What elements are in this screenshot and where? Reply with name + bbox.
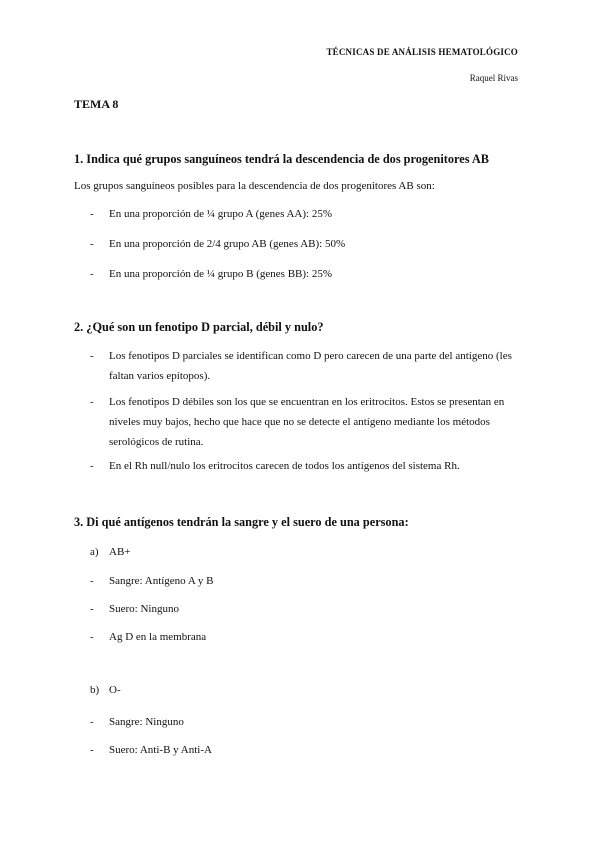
header-course-title: TÉCNICAS DE ANÁLISIS HEMATOLÓGICO [326, 47, 518, 57]
bullet-dash: - [90, 268, 94, 280]
bullet-dash: - [90, 631, 94, 643]
list-item [90, 627, 529, 647]
bullet-dash: - [90, 744, 94, 756]
list-item [90, 204, 529, 224]
list-item-text: Los fenotipos D parciales se identifican como D pero carecen de una parte del antígeno (les faltan varios epítopos). [109, 350, 512, 382]
list-item [90, 264, 529, 284]
case-label-text: O- [109, 684, 121, 696]
bullet-dash: - [90, 603, 94, 615]
list-item-text: Suero: Anti-B y Anti-A [109, 744, 212, 756]
list-item [90, 392, 529, 452]
list-item-text: Suero: Ninguno [109, 603, 179, 615]
question-2-heading: 2. ¿Qué son un fenotipo D parcial, débil y nulo? [74, 320, 324, 334]
bullet-dash: - [90, 575, 94, 587]
list-item-text: En una proporción de ¼ grupo B (genes BB): 25% [109, 268, 333, 280]
header-author: Raquel Rivas [469, 73, 518, 83]
question-1-intro: Los grupos sanguíneos posibles para la descendencia de dos progenitores AB son: [74, 180, 435, 192]
case-marker: b) [90, 684, 100, 696]
list-item [90, 346, 529, 386]
list-item-text: En una proporción de ¼ grupo A (genes AA): 25% [109, 208, 333, 220]
bullet-dash: - [90, 238, 94, 250]
bullet-dash: - [90, 716, 94, 728]
list-item-text: Los fenotipos D débiles son los que se encuentran en los eritrocitos. Estos se presentan en niveles muy bajos, hecho que hace que no se detecte el antígeno mediante los métodos serológicos de rutina. [109, 396, 505, 448]
list-item-text: Ag D en la membrana [109, 631, 207, 643]
list-item [90, 599, 529, 619]
list-item-text: Sangre: Ninguno [109, 716, 184, 728]
question-3-heading: 3. Di qué antígenos tendrán la sangre y el suero de una persona: [74, 515, 409, 529]
case-label-text: AB+ [109, 546, 131, 558]
list-item-text: En una proporción de 2/4 grupo AB (genes AB): 50% [109, 238, 346, 250]
list-item-text: En el Rh null/nulo los eritrocitos carecen de todos los antígenos del sistema Rh. [109, 460, 460, 472]
case-b-label [90, 684, 121, 696]
bullet-dash: - [90, 396, 94, 408]
bullet-dash: - [90, 460, 94, 472]
list-item [90, 571, 529, 591]
list-item [90, 234, 529, 254]
case-marker: a) [90, 546, 99, 558]
case-a-label [90, 546, 130, 558]
list-item [90, 456, 529, 476]
list-item-text: Sangre: Antígeno A y B [109, 575, 214, 587]
bullet-dash: - [90, 208, 94, 220]
topic-heading: TEMA 8 [74, 97, 119, 111]
bullet-dash: - [90, 350, 94, 362]
list-item [90, 712, 529, 732]
question-1-heading: 1. Indica qué grupos sanguíneos tendrá la descendencia de dos progenitores AB [74, 152, 489, 166]
list-item [90, 740, 529, 760]
